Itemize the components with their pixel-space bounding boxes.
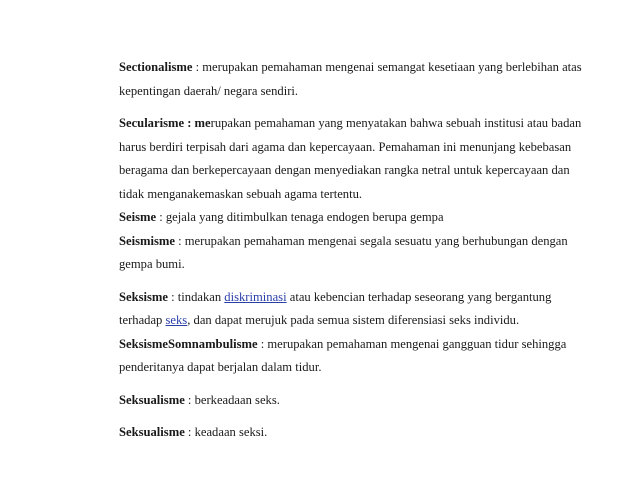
entry-definition: : merupakan pemahaman mengenai gangguan tidur sehingga penderitanya dapat berjalan dalam tidur. xyxy=(119,336,567,374)
entry-definition-part: atau kebencian terhadap seseorang yang bergantung terhadap xyxy=(119,289,552,327)
entry-definition: : gejala yang ditimbulkan tenaga endogen berupa gempa xyxy=(156,210,444,224)
entry-term: Seismisme xyxy=(119,233,175,248)
entry-secularisme xyxy=(119,112,589,206)
entry-sectionalisme xyxy=(119,56,589,103)
entry-term: Seksualisme xyxy=(119,392,185,407)
entry-definition: : merupakan pemahaman mengenai segala sesuatu yang berhubungan dengan gempa bumi. xyxy=(119,233,568,271)
entry-seisme xyxy=(119,206,589,230)
entry-definition-part: : tindakan xyxy=(167,289,225,304)
paragraph-gap xyxy=(119,380,589,389)
entry-definition: rupakan pemahaman yang menyatakan bahwa sebuah institusi atau badan harus berdiri terpisah dari agama dan kepercayaan. Pemahaman ini menunjang kebebasan beragama dan berkepercayaan dengan menyediakan rangka netral untuk kepercayaan dan tidak menganakemaskan sebuah agama tertentu. xyxy=(119,116,582,201)
entry-definition: : keadaan seksi. xyxy=(184,425,268,439)
entry-term: Secularisme : me xyxy=(119,116,211,130)
entry-seksualisme-2 xyxy=(119,421,589,445)
paragraph-gap xyxy=(119,277,589,286)
entry-definition: : berkeadaan seks. xyxy=(184,392,280,407)
entry-definition-part: , dan dapat merujuk pada semua sistem diferensiasi seks individu. xyxy=(187,313,520,327)
diskriminasi-link[interactable]: diskriminasi xyxy=(224,289,287,304)
entry-term: Seksualisme xyxy=(119,425,185,439)
entry-definition: : merupakan pemahaman mengenai semangat kesetiaan yang berlebihan atas kepentingan daerah/ negara sendiri. xyxy=(119,60,582,98)
entry-seksualisme-1 xyxy=(119,389,589,413)
paragraph-gap xyxy=(119,412,589,421)
seks-link[interactable]: seks xyxy=(165,313,188,327)
entry-seksismesomnambulisme xyxy=(119,333,589,380)
entry-term: SeksismeSomnambulisme xyxy=(119,336,258,351)
entry-seksisme xyxy=(119,286,589,333)
entry-term: Seisme xyxy=(119,210,157,224)
entry-term: Seksisme xyxy=(119,289,168,304)
glossary-document xyxy=(119,56,589,445)
paragraph-gap xyxy=(119,103,589,112)
entry-seismisme xyxy=(119,230,589,277)
entry-term: Sectionalisme xyxy=(119,60,193,74)
